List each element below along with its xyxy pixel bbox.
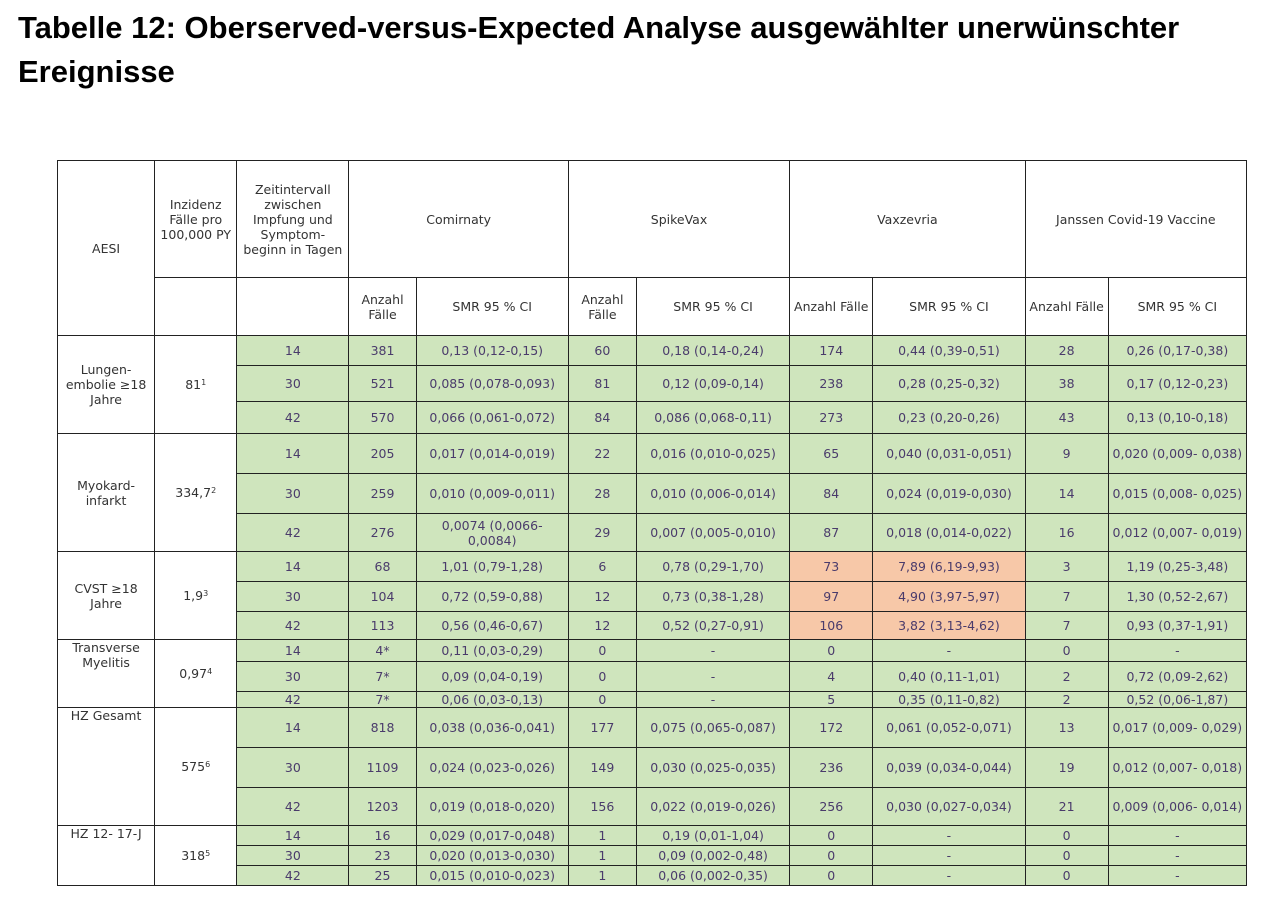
count-cell: 149 — [568, 748, 636, 788]
footnote-marker: 6 — [205, 760, 211, 769]
interval-cell: 14 — [237, 640, 349, 662]
inzidenz-cell — [155, 552, 237, 640]
count-cell: 0 — [790, 866, 873, 886]
count-cell: 23 — [349, 846, 416, 866]
count-cell: 68 — [349, 552, 416, 582]
interval-cell: 14 — [237, 708, 349, 748]
smr-cell: 0,020 (0,009- 0,038) — [1108, 434, 1246, 474]
count-cell: 1 — [568, 866, 636, 886]
count-cell: 16 — [349, 826, 416, 846]
smr-cell: 1,30 (0,52-2,67) — [1108, 582, 1246, 612]
count-cell: 5 — [790, 692, 873, 708]
smr-cell: 0,09 (0,04-0,19) — [416, 662, 568, 692]
count-cell: 38 — [1025, 366, 1108, 402]
count-cell: 818 — [349, 708, 416, 748]
footnote-marker: 4 — [207, 667, 213, 676]
smr-cell: 0,085 (0,078-0,093) — [416, 366, 568, 402]
inzidenz-value: 334,7 — [175, 485, 212, 500]
count-cell: 28 — [1025, 336, 1108, 366]
smr-cell: 0,26 (0,17-0,38) — [1108, 336, 1246, 366]
count-cell: 0 — [1025, 866, 1108, 886]
smr-cell: 0,56 (0,46-0,67) — [416, 612, 568, 640]
count-cell: 29 — [568, 514, 636, 552]
table-row — [58, 788, 1247, 826]
table-row — [58, 552, 1247, 582]
smr-cell: 0,018 (0,014-0,022) — [873, 514, 1025, 552]
count-cell: 113 — [349, 612, 416, 640]
smr-cell: 0,030 (0,025-0,035) — [636, 748, 789, 788]
smr-cell: 0,17 (0,12-0,23) — [1108, 366, 1246, 402]
count-cell: 1 — [568, 826, 636, 846]
count-cell: 0 — [790, 640, 873, 662]
interval-cell: 30 — [237, 662, 349, 692]
header-vaccine-janssen: Janssen Covid-19 Vaccine — [1025, 161, 1246, 278]
interval-cell: 14 — [237, 826, 349, 846]
footnote-marker: 3 — [203, 589, 209, 598]
count-cell: 12 — [568, 612, 636, 640]
count-cell: 259 — [349, 474, 416, 514]
table-row — [58, 514, 1247, 552]
count-cell: 22 — [568, 434, 636, 474]
interval-cell: 42 — [237, 788, 349, 826]
aesi-cell: HZ Gesamt — [58, 708, 155, 826]
count-cell: 3 — [1025, 552, 1108, 582]
smr-cell: 0,73 (0,38-1,28) — [636, 582, 789, 612]
header-vaccine-comirnaty: Comirnaty — [349, 161, 568, 278]
smr-cell: - — [636, 640, 789, 662]
count-cell: 84 — [568, 402, 636, 434]
smr-cell: - — [636, 662, 789, 692]
smr-cell: 0,13 (0,10-0,18) — [1108, 402, 1246, 434]
subheader-anzahl: Anzahl Fälle — [790, 278, 873, 336]
inzidenz-cell — [155, 336, 237, 434]
smr-cell: 0,038 (0,036-0,041) — [416, 708, 568, 748]
smr-cell: 0,017 (0,014-0,019) — [416, 434, 568, 474]
count-cell: 0 — [1025, 640, 1108, 662]
count-cell: 87 — [790, 514, 873, 552]
smr-cell: 0,18 (0,14-0,24) — [636, 336, 789, 366]
count-cell: 273 — [790, 402, 873, 434]
inzidenz-value: 81 — [185, 377, 202, 392]
smr-cell: 0,061 (0,052-0,071) — [873, 708, 1025, 748]
header-vaccine-vaxzevria: Vaxzevria — [790, 161, 1025, 278]
table-row — [58, 366, 1247, 402]
smr-cell: 0,78 (0,29-1,70) — [636, 552, 789, 582]
smr-cell: 0,72 (0,09-2,62) — [1108, 662, 1246, 692]
table-row — [58, 846, 1247, 866]
table-row — [58, 708, 1247, 748]
count-cell: 156 — [568, 788, 636, 826]
smr-cell: 1,19 (0,25-3,48) — [1108, 552, 1246, 582]
count-cell: 1203 — [349, 788, 416, 826]
smr-cell: 0,024 (0,019-0,030) — [873, 474, 1025, 514]
count-cell: 7 — [1025, 582, 1108, 612]
interval-cell: 14 — [237, 434, 349, 474]
inzidenz-value: 0,97 — [179, 666, 208, 681]
count-cell: 14 — [1025, 474, 1108, 514]
smr-cell: 0,0074 (0,0066- 0,0084) — [416, 514, 568, 552]
smr-cell: 0,020 (0,013-0,030) — [416, 846, 568, 866]
count-cell: 0 — [568, 692, 636, 708]
smr-cell: 0,012 (0,007- 0,019) — [1108, 514, 1246, 552]
count-cell: 16 — [1025, 514, 1108, 552]
table-row — [58, 612, 1247, 640]
oe-analysis-table — [57, 160, 1247, 886]
smr-cell: - — [873, 866, 1025, 886]
subheader-anzahl: Anzahl Fälle — [1025, 278, 1108, 336]
count-cell: 2 — [1025, 662, 1108, 692]
footnote-marker: 1 — [201, 378, 207, 387]
smr-cell: - — [873, 846, 1025, 866]
header-inzidenz: Inzidenz Fälle pro 100,000 PY — [155, 161, 237, 278]
smr-cell: - — [1108, 846, 1246, 866]
smr-cell: - — [1108, 826, 1246, 846]
count-cell: 7* — [349, 692, 416, 708]
inzidenz-cell — [155, 826, 237, 886]
count-cell: 6 — [568, 552, 636, 582]
header-aesi: AESI — [58, 161, 155, 336]
count-cell: 174 — [790, 336, 873, 366]
count-cell: 172 — [790, 708, 873, 748]
count-cell: 60 — [568, 336, 636, 366]
count-cell: 381 — [349, 336, 416, 366]
interval-cell: 42 — [237, 692, 349, 708]
smr-cell: 0,012 (0,007- 0,018) — [1108, 748, 1246, 788]
count-cell: 28 — [568, 474, 636, 514]
count-cell: 73 — [790, 552, 873, 582]
smr-cell: - — [873, 826, 1025, 846]
count-cell: 9 — [1025, 434, 1108, 474]
count-cell: 7 — [1025, 612, 1108, 640]
interval-cell: 30 — [237, 846, 349, 866]
subheader-smr: SMR 95 % CI — [416, 278, 568, 336]
smr-cell: 0,007 (0,005-0,010) — [636, 514, 789, 552]
count-cell: 25 — [349, 866, 416, 886]
smr-cell: 0,11 (0,03-0,29) — [416, 640, 568, 662]
inzidenz-cell — [155, 708, 237, 826]
inzidenz-cell — [155, 640, 237, 708]
smr-cell: 0,086 (0,068-0,11) — [636, 402, 789, 434]
table-row — [58, 336, 1247, 366]
smr-cell: 0,72 (0,59-0,88) — [416, 582, 568, 612]
inzidenz-value: 575 — [181, 759, 206, 774]
subheader-anzahl: Anzahl Fälle — [568, 278, 636, 336]
smr-cell: 0,075 (0,065-0,087) — [636, 708, 789, 748]
footnote-marker: 2 — [211, 486, 217, 495]
smr-cell: - — [1108, 640, 1246, 662]
interval-cell: 14 — [237, 336, 349, 366]
count-cell: 65 — [790, 434, 873, 474]
table-row — [58, 826, 1247, 846]
smr-cell: - — [873, 640, 1025, 662]
smr-cell: 7,89 (6,19-9,93) — [873, 552, 1025, 582]
smr-cell: 0,066 (0,061-0,072) — [416, 402, 568, 434]
count-cell: 0 — [790, 846, 873, 866]
count-cell: 0 — [568, 662, 636, 692]
smr-cell: 0,06 (0,03-0,13) — [416, 692, 568, 708]
smr-cell: 0,12 (0,09-0,14) — [636, 366, 789, 402]
count-cell: 97 — [790, 582, 873, 612]
interval-cell: 42 — [237, 514, 349, 552]
table-row — [58, 402, 1247, 434]
table-row — [58, 748, 1247, 788]
count-cell: 84 — [790, 474, 873, 514]
smr-cell: 0,039 (0,034-0,044) — [873, 748, 1025, 788]
smr-cell: - — [636, 692, 789, 708]
count-cell: 4 — [790, 662, 873, 692]
smr-cell: 0,35 (0,11-0,82) — [873, 692, 1025, 708]
smr-cell: 0,23 (0,20-0,26) — [873, 402, 1025, 434]
inzidenz-cell — [155, 434, 237, 552]
smr-cell: 0,40 (0,11-1,01) — [873, 662, 1025, 692]
count-cell: 43 — [1025, 402, 1108, 434]
smr-cell: 0,19 (0,01-1,04) — [636, 826, 789, 846]
table-row — [58, 474, 1247, 514]
smr-cell: 0,029 (0,017-0,048) — [416, 826, 568, 846]
count-cell: 19 — [1025, 748, 1108, 788]
interval-cell: 42 — [237, 612, 349, 640]
smr-cell: 0,52 (0,06-1,87) — [1108, 692, 1246, 708]
subheader-row — [58, 278, 1247, 336]
table-row — [58, 640, 1247, 662]
count-cell: 236 — [790, 748, 873, 788]
footnote-marker: 5 — [205, 849, 211, 858]
interval-cell: 42 — [237, 866, 349, 886]
smr-cell: 0,09 (0,002-0,48) — [636, 846, 789, 866]
count-cell: 1109 — [349, 748, 416, 788]
page-title: Tabelle 12: Oberserved-versus-Expected Analyse ausgewählter unerwünschter Ereignisse — [18, 10, 1180, 89]
aesi-cell: Lungen- embolie ≥18 Jahre — [58, 336, 155, 434]
smr-cell: 0,015 (0,008- 0,025) — [1108, 474, 1246, 514]
smr-cell: 0,010 (0,006-0,014) — [636, 474, 789, 514]
table-row — [58, 582, 1247, 612]
header-zeitintervall: Zeitintervall zwischen Impfung und Symptom-beginn in Tagen — [237, 161, 349, 278]
count-cell: 13 — [1025, 708, 1108, 748]
inzidenz-value: 1,9 — [183, 588, 204, 603]
interval-cell: 42 — [237, 402, 349, 434]
count-cell: 177 — [568, 708, 636, 748]
count-cell: 21 — [1025, 788, 1108, 826]
interval-cell: 30 — [237, 474, 349, 514]
count-cell: 0 — [1025, 826, 1108, 846]
smr-cell: 0,040 (0,031-0,051) — [873, 434, 1025, 474]
smr-cell: 0,016 (0,010-0,025) — [636, 434, 789, 474]
subheader-anzahl: Anzahl Fälle — [349, 278, 416, 336]
count-cell: 238 — [790, 366, 873, 402]
aesi-cell: HZ 12- 17-J — [58, 826, 155, 886]
interval-cell: 30 — [237, 366, 349, 402]
count-cell: 276 — [349, 514, 416, 552]
smr-cell: 0,022 (0,019-0,026) — [636, 788, 789, 826]
header-row — [58, 161, 1247, 278]
smr-cell: 0,28 (0,25-0,32) — [873, 366, 1025, 402]
smr-cell: 0,009 (0,006- 0,014) — [1108, 788, 1246, 826]
smr-cell: 0,019 (0,018-0,020) — [416, 788, 568, 826]
smr-cell: 0,015 (0,010-0,023) — [416, 866, 568, 886]
count-cell: 12 — [568, 582, 636, 612]
count-cell: 7* — [349, 662, 416, 692]
inzidenz-value: 318 — [181, 848, 206, 863]
table-row — [58, 692, 1247, 708]
subheader-empty — [237, 278, 349, 336]
count-cell: 2 — [1025, 692, 1108, 708]
smr-cell: 0,010 (0,009-0,011) — [416, 474, 568, 514]
smr-cell: 0,06 (0,002-0,35) — [636, 866, 789, 886]
subheader-smr: SMR 95 % CI — [873, 278, 1025, 336]
table-row — [58, 866, 1247, 886]
count-cell: 1 — [568, 846, 636, 866]
count-cell: 256 — [790, 788, 873, 826]
smr-cell: 1,01 (0,79-1,28) — [416, 552, 568, 582]
smr-cell: 0,13 (0,12-0,15) — [416, 336, 568, 366]
smr-cell: 0,93 (0,37-1,91) — [1108, 612, 1246, 640]
smr-cell: 0,030 (0,027-0,034) — [873, 788, 1025, 826]
count-cell: 4* — [349, 640, 416, 662]
count-cell: 106 — [790, 612, 873, 640]
count-cell: 205 — [349, 434, 416, 474]
count-cell: 104 — [349, 582, 416, 612]
smr-cell: - — [1108, 866, 1246, 886]
smr-cell: 4,90 (3,97-5,97) — [873, 582, 1025, 612]
count-cell: 81 — [568, 366, 636, 402]
count-cell: 521 — [349, 366, 416, 402]
count-cell: 570 — [349, 402, 416, 434]
interval-cell: 14 — [237, 552, 349, 582]
table-row — [58, 662, 1247, 692]
smr-cell: 3,82 (3,13-4,62) — [873, 612, 1025, 640]
smr-cell: 0,024 (0,023-0,026) — [416, 748, 568, 788]
subheader-empty — [155, 278, 237, 336]
aesi-cell: Transverse Myelitis — [58, 640, 155, 708]
count-cell: 0 — [1025, 846, 1108, 866]
smr-cell: 0,017 (0,009- 0,029) — [1108, 708, 1246, 748]
table-row — [58, 434, 1247, 474]
subheader-smr: SMR 95 % CI — [636, 278, 789, 336]
header-vaccine-spikevax: SpikeVax — [568, 161, 789, 278]
aesi-cell: CVST ≥18 Jahre — [58, 552, 155, 640]
subheader-smr: SMR 95 % CI — [1108, 278, 1246, 336]
interval-cell: 30 — [237, 582, 349, 612]
smr-cell: 0,52 (0,27-0,91) — [636, 612, 789, 640]
count-cell: 0 — [568, 640, 636, 662]
smr-cell: 0,44 (0,39-0,51) — [873, 336, 1025, 366]
count-cell: 0 — [790, 826, 873, 846]
aesi-cell: Myokard- infarkt — [58, 434, 155, 552]
interval-cell: 30 — [237, 748, 349, 788]
